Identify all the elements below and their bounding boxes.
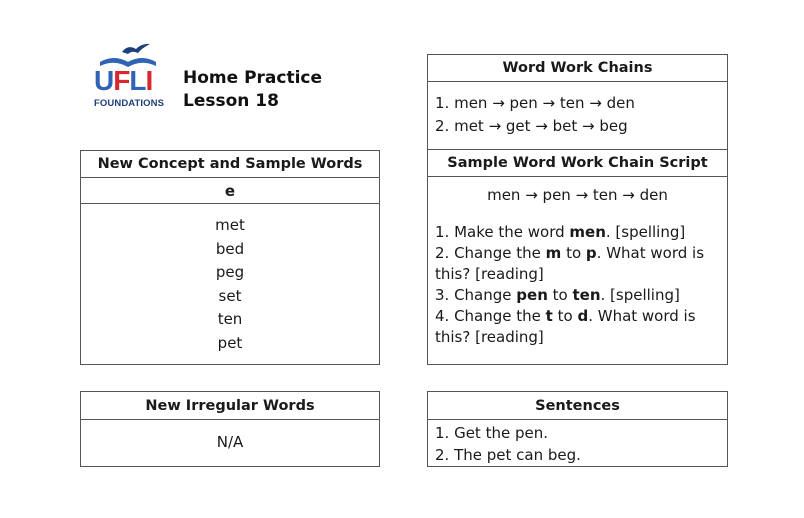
script-step-2-cont: this? [reading] bbox=[435, 265, 544, 283]
script-step-3: 3. Change pen to ten. [spelling] bbox=[435, 286, 680, 304]
word-chains-title: Word Work Chains bbox=[428, 55, 727, 82]
chain-script-title: Sample Word Work Chain Script bbox=[428, 150, 727, 177]
title-lesson: Lesson 18 bbox=[183, 91, 279, 111]
sentence-item: 1. Get the pen. bbox=[435, 424, 548, 442]
sentences-box bbox=[427, 391, 728, 467]
sentence-item: 2. The pet can beg. bbox=[435, 446, 581, 464]
concept-box bbox=[80, 150, 380, 365]
sample-word: pet bbox=[217, 333, 243, 352]
title-home-practice: Home Practice bbox=[183, 68, 323, 88]
concept-pattern: e bbox=[81, 178, 379, 204]
sample-word: set bbox=[218, 286, 242, 305]
script-step-1: 1. Make the word men. [spelling] bbox=[435, 223, 686, 241]
logo-letter-i: I bbox=[145, 65, 153, 96]
ufli-logo bbox=[92, 40, 164, 112]
sample-word: met bbox=[215, 216, 245, 234]
sample-word: bed bbox=[215, 239, 245, 258]
logo-subtitle: FOUNDATIONS bbox=[94, 98, 165, 109]
script-step-4: 4. Change the t to d. What word is bbox=[435, 307, 696, 325]
sample-word: peg bbox=[215, 263, 245, 281]
script-step-4-cont: this? [reading] bbox=[435, 328, 544, 346]
concept-title: New Concept and Sample Words bbox=[81, 151, 379, 178]
logo-letter-f: F bbox=[113, 65, 130, 96]
chain-script-chain: men → pen → ten → den bbox=[487, 186, 668, 204]
bird-icon bbox=[122, 44, 150, 54]
sample-word-list bbox=[81, 204, 379, 355]
script-step-2: 2. Change the m to p. What word is bbox=[435, 244, 705, 262]
irregular-words-title: New Irregular Words bbox=[81, 392, 379, 420]
irregular-words-value: N/A bbox=[216, 433, 244, 451]
sample-word: ten bbox=[217, 310, 243, 328]
chain-item: 1. men → pen → ten → den bbox=[435, 94, 635, 112]
chain-item: 2. met → get → bet → beg bbox=[435, 117, 628, 135]
page-title bbox=[183, 67, 322, 113]
sentences-title: Sentences bbox=[428, 392, 727, 420]
word-chains-box bbox=[427, 54, 728, 150]
chain-script-box bbox=[427, 150, 728, 365]
logo-letter-l: L bbox=[129, 65, 146, 96]
irregular-words-box bbox=[80, 391, 380, 467]
logo-letter-u: U bbox=[94, 65, 114, 96]
